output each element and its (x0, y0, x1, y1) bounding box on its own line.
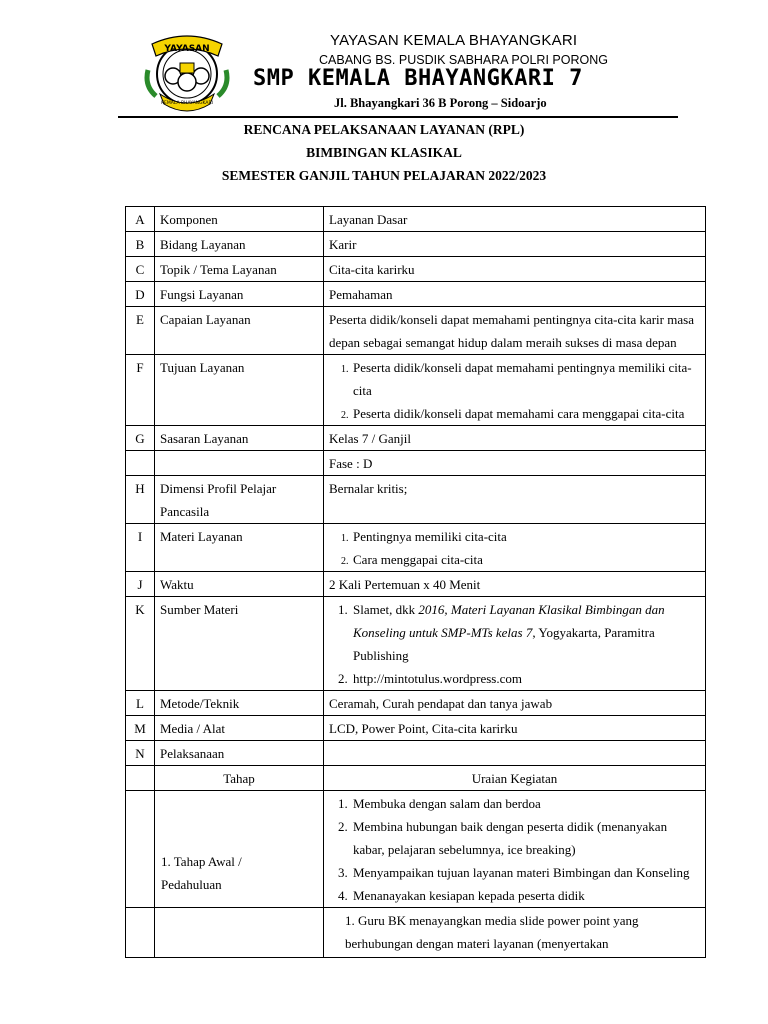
reference-author: Slamet, dkk (353, 602, 419, 617)
table-row (126, 597, 706, 691)
row-label: Media / Alat (155, 716, 324, 741)
activity-list (329, 792, 700, 907)
row-value: Cita-cita karirku (324, 257, 706, 282)
title-bimbingan: BIMBINGAN KLASIKAL (306, 145, 462, 160)
table-row (126, 355, 706, 426)
goal-list (329, 356, 700, 425)
list-item: 4. Menanayakan kesiapan kepada peserta didik (351, 884, 700, 907)
table-row (126, 451, 706, 476)
row-value: Layanan Dasar (324, 207, 706, 232)
row-label: Dimensi Profil Pelajar Pancasila (155, 476, 324, 524)
row-label: Capaian Layanan (155, 307, 324, 355)
activity-list (329, 909, 700, 955)
table-row (126, 307, 706, 355)
list-item: 1. Guru BK menayangkan media slide power point yang berhubungan dengan materi layanan (menyertakan (345, 913, 639, 951)
row-code: J (126, 572, 155, 597)
reference-publisher: , Yogyakarta, Paramitra Publishing (353, 625, 655, 663)
reference-title: 2016, Materi Layanan Klasikal Bimbingan dan Konseling untuk SMP-MTs kelas 7 (353, 602, 665, 640)
list-item: 3. Menyampaikan tujuan layanan materi Bimbingan dan Konseling (351, 861, 700, 884)
row-value: 2 Kali Pertemuan x 40 Menit (324, 572, 706, 597)
list-item: 1. Peserta didik/konseli dapat memahami pentingnya memiliki cita-cita (351, 356, 700, 402)
row-code: N (126, 741, 155, 766)
row-code: I (126, 524, 155, 572)
svg-text:KEMALA BHAYANGKARI: KEMALA BHAYANGKARI (161, 101, 213, 106)
row-label: Bidang Layanan (155, 232, 324, 257)
row-value: Peserta didik/konseli dapat memahami pentingnya cita-cita karir masa depan sebagai semangat hidup dalam meraih sukses di masa depan (324, 307, 706, 355)
table-row (126, 524, 706, 572)
row-value: Kelas 7 / Ganjil (324, 426, 706, 451)
row-value (324, 355, 706, 426)
row-value: LCD, Power Point, Cita-cita karirku (324, 716, 706, 741)
row-value: Pemahaman (324, 282, 706, 307)
letterhead-divider (118, 116, 678, 118)
list-item: 1. Membuka dengan salam dan berdoa (351, 792, 700, 815)
list-item: 2. Cara menggapai cita-cita (351, 548, 700, 571)
row-label: Sasaran Layanan (155, 426, 324, 451)
row-code: C (126, 257, 155, 282)
list-item: 2. http://mintotulus.wordpress.com (351, 667, 700, 690)
column-header-tahap: Tahap (155, 766, 324, 791)
school-address: Jl. Bhayangkari 36 B Porong – Sidoarjo (334, 96, 547, 110)
table-row (126, 741, 706, 766)
table-row (126, 908, 706, 958)
school-name: SMP KEMALA BHAYANGKARI 7 (253, 66, 583, 91)
row-code: L (126, 691, 155, 716)
row-code: B (126, 232, 155, 257)
list-item: 2. Membina hubungan baik dengan peserta didik (menanyakan kabar, pelajaran sebelumnya, ice breaking) (351, 815, 700, 861)
activity-text: Guru BK menayangkan media slide power point yang berhubungan dengan materi layanan (menyertakan (345, 913, 639, 951)
stage-label (155, 791, 324, 908)
row-label: Metode/Teknik (155, 691, 324, 716)
row-code: A (126, 207, 155, 232)
row-value: Bernalar kritis; (324, 476, 706, 524)
row-code: G (126, 426, 155, 451)
row-label: Topik / Tema Layanan (155, 257, 324, 282)
row-label: Sumber Materi (155, 597, 324, 691)
row-code: E (126, 307, 155, 355)
table-row (126, 282, 706, 307)
row-label: Tujuan Layanan (155, 355, 324, 426)
list-item (351, 598, 700, 667)
row-code: H (126, 476, 155, 524)
reference-list (329, 598, 700, 690)
table-row (126, 426, 706, 451)
stage-activities (324, 791, 706, 908)
table-row (126, 257, 706, 282)
row-value (324, 597, 706, 691)
row-code: M (126, 716, 155, 741)
stage-activities (324, 908, 706, 958)
title-semester: SEMESTER GANJIL TAHUN PELAJARAN 2022/2023 (221, 168, 547, 183)
row-label: Pelaksanaan (155, 741, 324, 766)
table-row (126, 207, 706, 232)
row-label: Materi Layanan (155, 524, 324, 572)
row-code: F (126, 355, 155, 426)
table-row (126, 766, 706, 791)
column-header-uraian: Uraian Kegiatan (324, 766, 706, 791)
org-line-2: CABANG BS. PUSDIK SABHARA POLRI PORONG (319, 53, 608, 67)
list-item: 1. Pentingnya memiliki cita-cita (351, 525, 700, 548)
material-list (329, 525, 700, 571)
row-code: K (126, 597, 155, 691)
table-row (126, 791, 706, 908)
table-row (126, 232, 706, 257)
title-rpl: RENCANA PELAKSANAAN LAYANAN (RPL) (243, 122, 525, 137)
rpl-table (125, 206, 706, 958)
row-value (324, 524, 706, 572)
row-label: Waktu (155, 572, 324, 597)
table-row (126, 572, 706, 597)
yayasan-logo (144, 30, 230, 114)
row-label: Komponen (155, 207, 324, 232)
row-code: D (126, 282, 155, 307)
org-line-1: YAYASAN KEMALA BHAYANGKARI (330, 32, 578, 49)
table-row (126, 691, 706, 716)
table-row (126, 716, 706, 741)
svg-text:YAYASAN: YAYASAN (164, 44, 210, 54)
row-value: Ceramah, Curah pendapat dan tanya jawab (324, 691, 706, 716)
list-item: 2. Peserta didik/konseli dapat memahami cara menggapai cita-cita (351, 402, 700, 425)
row-label: Fungsi Layanan (155, 282, 324, 307)
row-value: Fase : D (324, 451, 706, 476)
row-value: Karir (324, 232, 706, 257)
table-row (126, 476, 706, 524)
stage-label-text: 1. Tahap Awal / Pedahuluan (161, 854, 242, 892)
